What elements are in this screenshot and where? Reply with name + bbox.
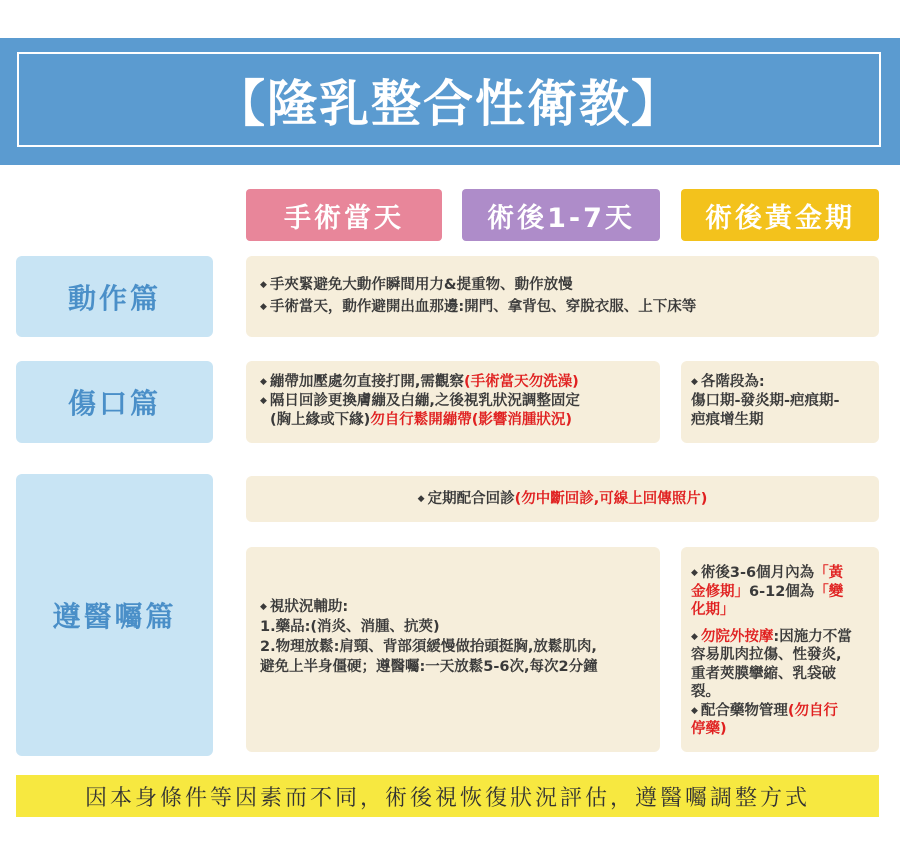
bullet-icon: ◆: [260, 302, 267, 312]
action-line-2: ◆ 手術當天，動作避開出血那邊:開門、拿背包、穿脫衣服、上下床等: [260, 299, 697, 315]
golden-line-8: ◆ 配合藥物管理(勿自行: [691, 702, 839, 719]
golden-line-6: 重者莢膜攣縮、乳袋破: [691, 665, 836, 682]
follow-golden-notes: [681, 547, 879, 752]
follow-revisit: [246, 476, 879, 522]
golden-line-7: 裂。: [691, 684, 720, 700]
assist-line-4: 避免上半身僵硬；遵醫囑:一天放鬆5-6次,每次2分鐘: [260, 659, 598, 675]
page-title: 【隆乳整合性衛教】: [215, 74, 683, 133]
phase-golden-period: 術後黃金期: [681, 189, 879, 241]
revisit-line: ◆ 定期配合回診(勿中斷回診,可線上回傳照片): [417, 490, 708, 507]
assist-line-3: 2.物理放鬆:肩頸、背部須緩慢做抬頭挺胸,放鬆肌肉,: [260, 639, 597, 655]
footer-note: [16, 775, 879, 817]
section-label-wound: 傷口篇: [16, 361, 213, 443]
action-content: [246, 256, 879, 337]
bullet-icon: ◆: [691, 631, 698, 642]
bullet-icon: ◆: [691, 377, 698, 387]
wound-line-3: (胸上緣或下緣)勿自行鬆開繃帶(影響消腫狀況): [270, 412, 573, 428]
assist-line-2: 1.藥品:(消炎、消腫、抗莢): [260, 619, 440, 635]
bullet-icon: ◆: [260, 377, 267, 387]
golden-line-3: 化期」: [691, 602, 735, 618]
bullet-icon: ◆: [260, 280, 267, 290]
bullet-icon: ◆: [260, 396, 267, 406]
golden-line-2: 金修期」6-12個為「變: [691, 583, 844, 600]
wound-content: [246, 361, 660, 443]
wound-line-1: ◆ 繃帶加壓處勿直接打開,需觀察(手術當天勿洗澡): [260, 374, 579, 390]
wound-line-2: ◆ 隔日回診更換膚繃及白繃,之後視乳狀況調整固定: [260, 393, 580, 409]
golden-line-5: 容易肌肉拉傷、性發炎,: [691, 647, 842, 663]
golden-line-4: ◆ 勿院外按摩:因施力不當: [691, 628, 852, 645]
golden-line-9: 停藥): [691, 721, 727, 737]
footer-text: 因本身條件等因素而不同，術後視恢復狀況評估，遵醫囑調整方式: [84, 785, 810, 811]
bullet-icon: ◆: [691, 568, 698, 578]
phase-post-1-7-days: 術後1-7天: [462, 189, 660, 241]
golden-line-1: ◆ 術後3-6個月內為「黃: [691, 565, 844, 581]
action-line-1: ◆ 手夾緊避免大動作瞬間用力&提重物、動作放慢: [260, 277, 573, 293]
wound-stages: [681, 361, 879, 443]
stages-line-3: 疤痕增生期: [691, 412, 764, 428]
bullet-icon: ◆: [260, 602, 267, 612]
bullet-icon: ◆: [691, 705, 698, 716]
section-label-follow: 遵醫囑篇: [16, 474, 213, 756]
bullet-icon: ◆: [417, 493, 425, 504]
phase-surgery-day: 手術當天: [246, 189, 442, 241]
title-frame: [17, 52, 881, 147]
stages-line-1: ◆ 各階段為:: [691, 374, 765, 390]
follow-assist: [246, 547, 660, 752]
title-banner: [0, 38, 900, 165]
stages-line-2: 傷口期-發炎期-疤痕期-: [691, 393, 840, 409]
section-label-action: 動作篇: [16, 256, 213, 337]
assist-line-1: ◆ 視狀況輔助:: [260, 599, 349, 615]
